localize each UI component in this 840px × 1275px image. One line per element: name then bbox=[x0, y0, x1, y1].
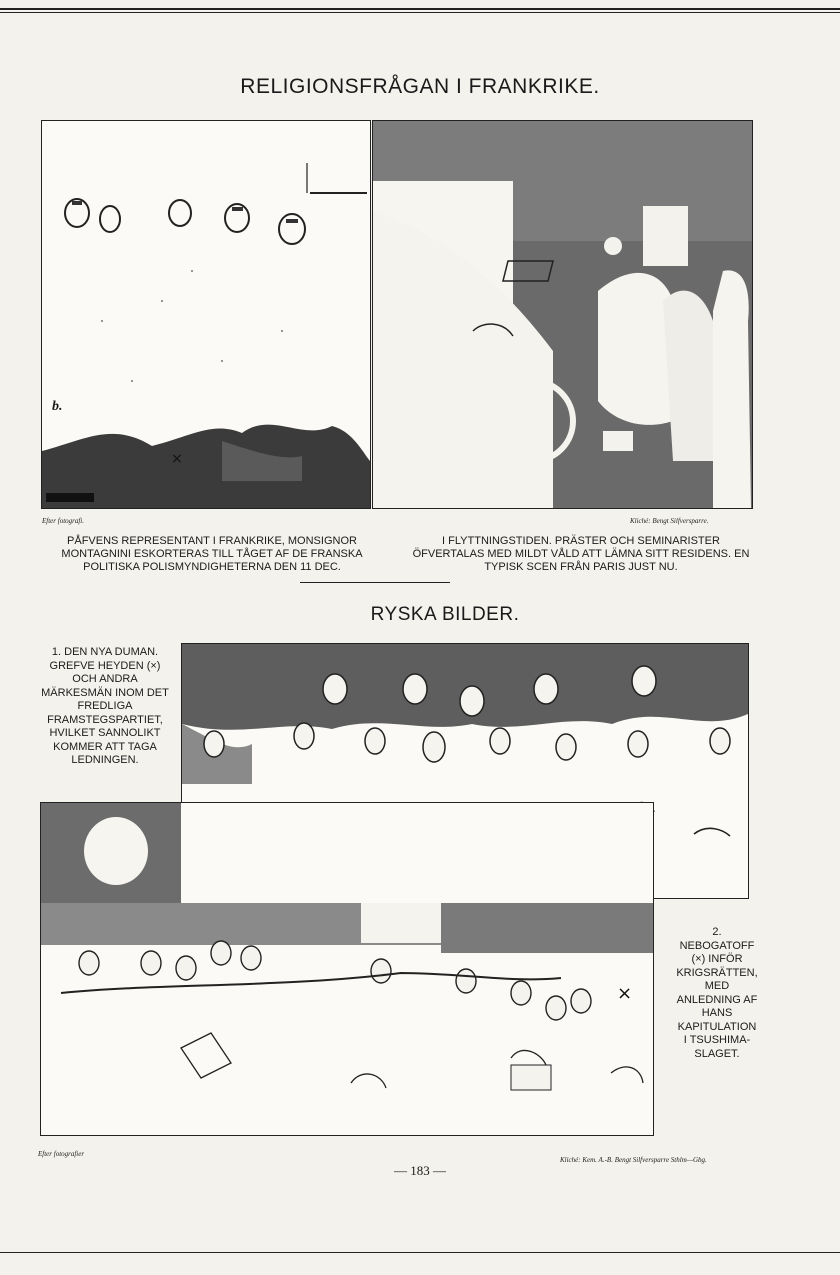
credit-top-right: Kliché: Bengt Silfversparre. bbox=[630, 517, 709, 525]
photo-montagnini-marker: b. bbox=[52, 399, 63, 414]
photo-montagnini-illustration bbox=[42, 121, 370, 508]
bottom-border-rule bbox=[0, 1252, 840, 1253]
top-border-rule-thin bbox=[0, 12, 840, 13]
page-title: RELIGIONSFRÅGAN I FRANKRIKE. bbox=[240, 75, 600, 98]
photo-flyttningstiden-illustration bbox=[373, 121, 752, 508]
caption-montagnini: PÅFVENS REPRESENTANT I FRANKRIKE, MONSIGNOR MONTAGNINI ESKORTERAS TILL TÅGET AF DE FRANSKA POLITISKA POLISMYNDIGHETERNA DEN 11 DEC. bbox=[61, 535, 363, 573]
credit-bottom-left: Efter fotografier bbox=[38, 1150, 85, 1158]
photo-flyttningstiden bbox=[372, 120, 753, 509]
caption-flyttningstiden: I FLYTTNINGSTIDEN. PRÄSTER OCH SEMINARISTER ÖFVERTALAS MED MILDT VÅLD ATT LÄMNA SITT RESIDENS. EN TYPISK SCEN FRÅN PARIS JUST NU. bbox=[412, 535, 750, 573]
photo-nebogatoff-illustration bbox=[41, 803, 653, 1135]
photo-nebogatoff-cross: × bbox=[617, 983, 633, 1004]
photo-montagnini bbox=[41, 120, 371, 509]
credit-top-left: Efter fotografi. bbox=[42, 517, 84, 525]
top-border-rule bbox=[0, 8, 840, 10]
caption-nebogatoff: 2. NEBOGATOFF (×) INFÖR KRIGSRÄTTEN, MED ANLEDNING AF HANS KAPITULATION I TSUSHIMA-SLAGET. bbox=[676, 926, 758, 1060]
caption-duman: 1. DEN NYA DUMAN. GREFVE HEYDEN (×) OCH ANDRA MÄRKESMÄN INOM DET FREDLIGA FRAMSTEGSPARTIET, HVILKET SANNOLIKT KOMMER ATT TAGA LEDNINGEN. bbox=[41, 646, 169, 766]
photo-nebogatoff bbox=[40, 802, 654, 1136]
photo-montagnini-cross: × bbox=[171, 451, 183, 467]
page-number: — 183 — bbox=[394, 1163, 446, 1178]
credit-bottom-right: Kliché: Kem. A.-B. Bengt Silfversparre Sthlm—Gbg. bbox=[560, 1156, 707, 1164]
divider-rule bbox=[300, 582, 450, 583]
section-title: RYSKA BILDER. bbox=[370, 604, 520, 625]
